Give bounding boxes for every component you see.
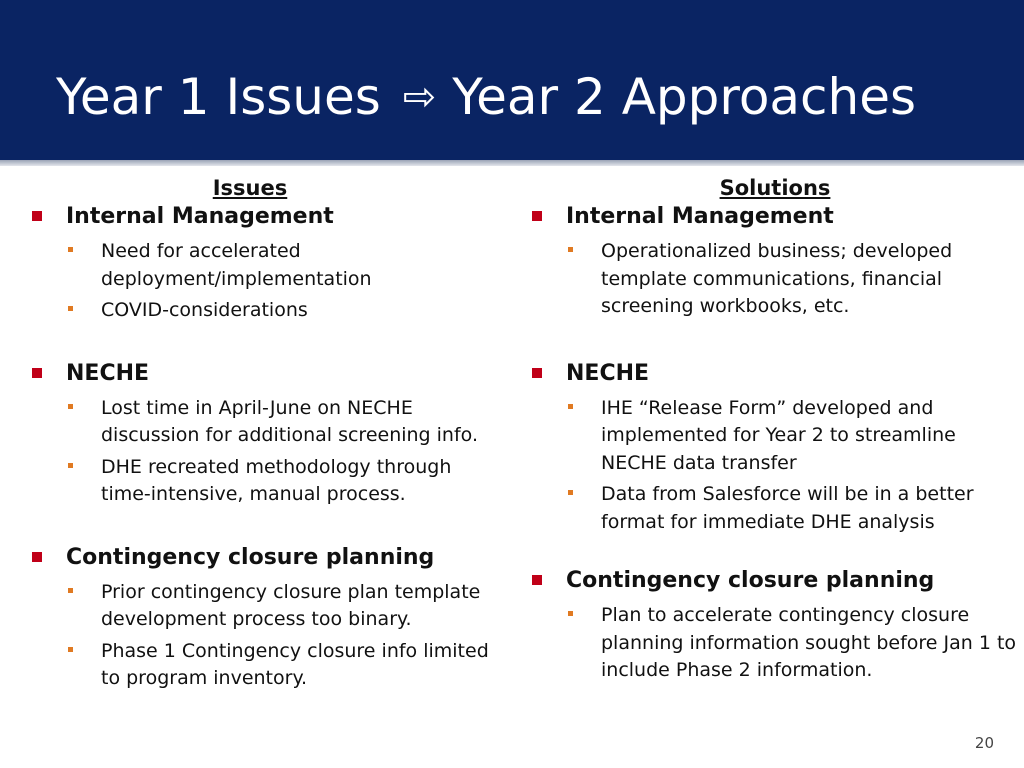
slide-title xyxy=(56,66,1016,128)
title-left: Year 1 Issues xyxy=(56,68,381,126)
solutions-group-internal-management xyxy=(532,202,1018,321)
square-bullet-icon xyxy=(532,211,542,221)
issues-group-internal-management xyxy=(32,202,502,325)
title-right: Year 2 Approaches xyxy=(452,68,917,126)
solutions-list xyxy=(532,238,1018,321)
square-bullet-icon xyxy=(32,211,42,221)
group-title: NECHE xyxy=(566,360,650,386)
group-title: Internal Management xyxy=(566,204,834,229)
small-bullet-icon xyxy=(568,490,573,495)
group-title: Contingency closure planning xyxy=(66,544,435,570)
solutions-group-contingency xyxy=(532,566,1018,685)
list-item: Data from Salesforce will be in a better format for immediate DHE analysis xyxy=(532,481,1018,536)
issues-column xyxy=(32,174,502,697)
small-bullet-icon xyxy=(568,247,573,252)
square-bullet-icon xyxy=(532,575,542,585)
issues-group-contingency xyxy=(32,543,502,693)
issues-list xyxy=(32,395,502,509)
small-bullet-icon xyxy=(568,611,573,616)
small-bullet-icon xyxy=(68,247,73,252)
list-item: Need for accelerated deployment/implementation xyxy=(32,238,502,293)
square-bullet-icon xyxy=(532,368,542,378)
issues-heading: Issues xyxy=(212,176,288,200)
group-title: NECHE xyxy=(66,360,150,386)
solutions-heading: Solutions xyxy=(719,176,831,200)
issues-list xyxy=(32,238,502,325)
list-item: Prior contingency closure plan template development process too binary. xyxy=(32,579,502,634)
page-number: 20 xyxy=(974,734,994,752)
list-item: COVID-considerations xyxy=(32,297,502,325)
group-title: Internal Management xyxy=(66,204,334,229)
square-bullet-icon xyxy=(32,368,42,378)
list-item: IHE “Release Form” developed and implemented for Year 2 to streamline NECHE data transfer xyxy=(532,395,1018,478)
small-bullet-icon xyxy=(68,404,73,409)
square-bullet-icon xyxy=(32,552,42,562)
list-item: Plan to accelerate contingency closure planning information sought before Jan 1 to include Phase 2 information. xyxy=(532,602,1018,685)
small-bullet-icon xyxy=(68,647,73,652)
solutions-column xyxy=(532,174,1018,689)
title-divider xyxy=(0,160,1024,166)
list-item: Phase 1 Contingency closure info limited to program inventory. xyxy=(32,638,502,693)
small-bullet-icon xyxy=(568,404,573,409)
list-item: Lost time in April-June on NECHE discussion for additional screening info. xyxy=(32,395,502,450)
group-title: Contingency closure planning xyxy=(566,568,935,593)
issues-list xyxy=(32,579,502,693)
issues-group-neche xyxy=(32,359,502,509)
small-bullet-icon xyxy=(68,588,73,593)
solutions-group-neche xyxy=(532,359,1018,537)
list-item: DHE recreated methodology through time-intensive, manual process. xyxy=(32,454,502,509)
list-item: Operationalized business; developed template communications, financial screening workbooks, etc. xyxy=(532,238,1018,321)
solutions-list xyxy=(532,395,1018,537)
small-bullet-icon xyxy=(68,306,73,311)
right-arrow-icon: ⇨ xyxy=(402,74,437,120)
small-bullet-icon xyxy=(68,463,73,468)
solutions-list xyxy=(532,602,1018,685)
